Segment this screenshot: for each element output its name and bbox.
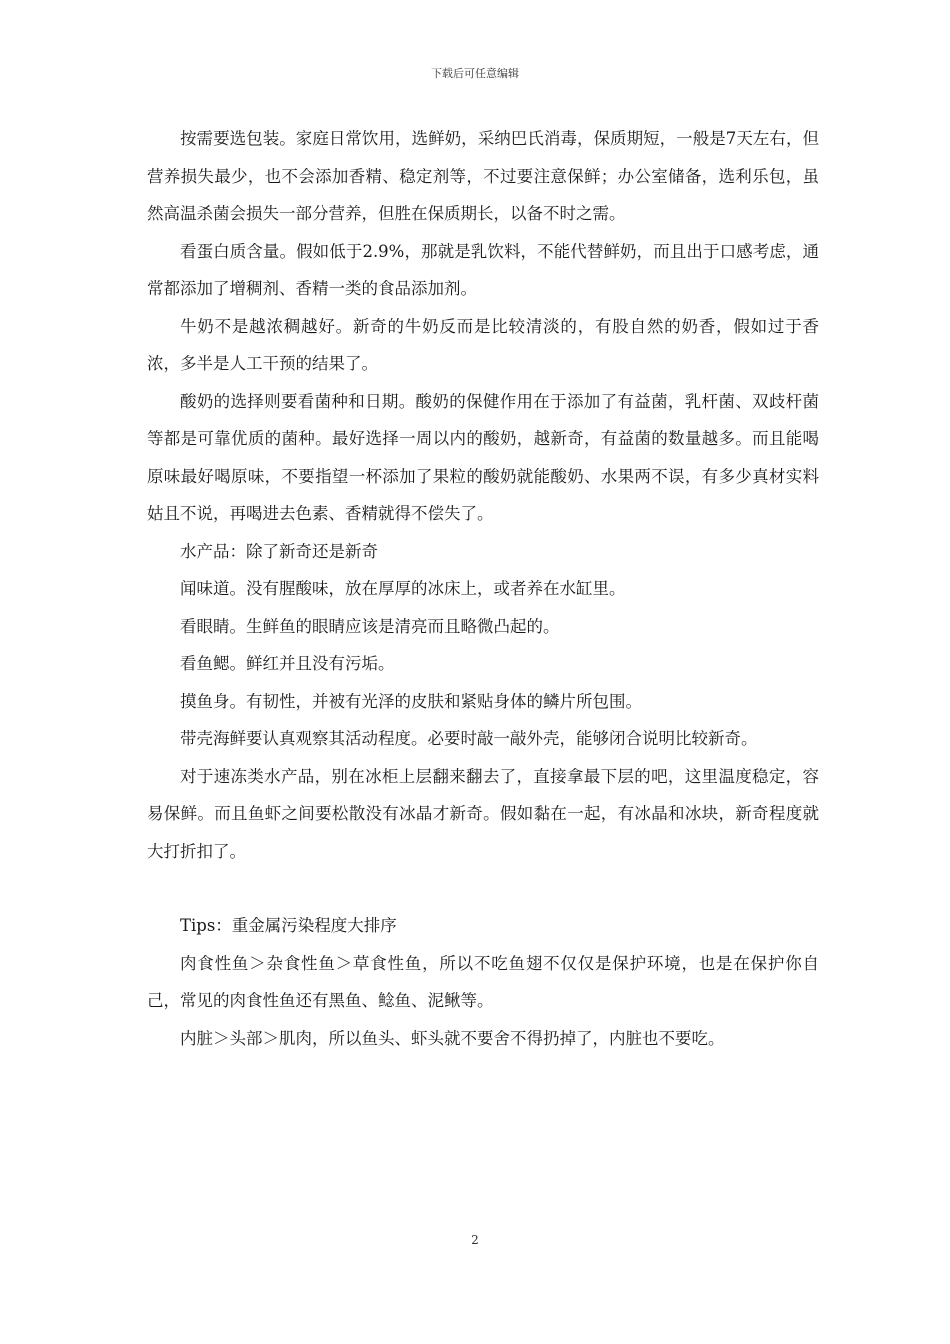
page-number: 2 — [471, 1233, 479, 1247]
paragraph-organ-ranking: 内脏＞头部＞肌肉，所以鱼头、虾头就不要舍不得扔掉了，内脏也不要吃。 — [180, 1028, 725, 1048]
paragraph-milk-thickness: 牛奶不是越浓稠越好。新奇的牛奶反而是比较清淡的，有股自然的奶香，假如过于香浓，多半是人工干预的结果了。 — [147, 316, 819, 373]
paragraph-frozen: 对于速冻类水产品，别在冰柜上层翻来翻去了，直接拿最下层的吧，这里温度稳定，容易保鲜。而且鱼虾之间要松散没有冰晶才新奇。假如黏在一起，有冰晶和冰块，新奇程度就大打折扣了。 — [147, 766, 819, 861]
section-heading-seafood: 水产品：除了新奇还是新奇 — [180, 541, 378, 561]
paragraph-smell: 闻味道。没有腥酸味，放在厚厚的冰床上，或者养在水缸里。 — [180, 579, 626, 598]
paragraph-eyes: 看眼睛。生鲜鱼的眼睛应该是清亮而且略微凸起的。 — [180, 616, 560, 636]
paragraph-protein: 看蛋白质含量。假如低于2.9%，那就是乳饮料，不能代替鲜奶，而且出于口感考虑，通常都添加了增稠剂、香精一类的食品添加剂。 — [147, 241, 819, 298]
paragraph-shellfish: 带壳海鲜要认真观察其活动程度。必要时敲一敲外壳，能够闭合说明比较新奇。 — [180, 729, 758, 748]
paragraph-fish-ranking: 肉食性鱼＞杂食性鱼＞草食性鱼，所以不吃鱼翅不仅仅是保护环境，也是在保护你自己，常见的肉食性鱼还有黑鱼、鲶鱼、泥鳅等。 — [147, 953, 819, 1010]
tips-heading: Tips：重金属污染程度大排序 — [180, 916, 397, 935]
paragraph-packaging: 按需要选包装。家庭日常饮用，选鲜奶，采纳巴氏消毒，保质期短，一般是7天左右，但营养损失最少，也不会添加香精、稳定剂等，不过要注意保鲜；办公室储备，选利乐包，虽然高温杀菌会损失一部分营养，但胜在保质期长，以备不时之需。 — [147, 129, 819, 223]
paragraph-body: 摸鱼身。有韧性，并被有光泽的皮肤和紧贴身体的鳞片所包围。 — [180, 691, 642, 711]
page-header: 下载后可任意编辑 — [431, 67, 519, 80]
paragraph-gills: 看鱼鳃。鲜红并且没有污垢。 — [180, 654, 395, 673]
paragraph-gap — [147, 870, 819, 907]
paragraph-yogurt: 酸奶的选择则要看菌种和日期。酸奶的保健作用在于添加了有益菌，乳杆菌、双歧杆菌等都是可靠优质的菌种。最好选择一周以内的酸奶，越新奇，有益菌的数量越多。而且能喝原味最好喝原味，不要指望一杯添加了果粒的酸奶就能酸奶、水果两不误，有多少真材实料姑且不说，再喝进去色素、香精就得不偿失了。 — [147, 391, 819, 523]
document-body — [147, 120, 819, 1057]
